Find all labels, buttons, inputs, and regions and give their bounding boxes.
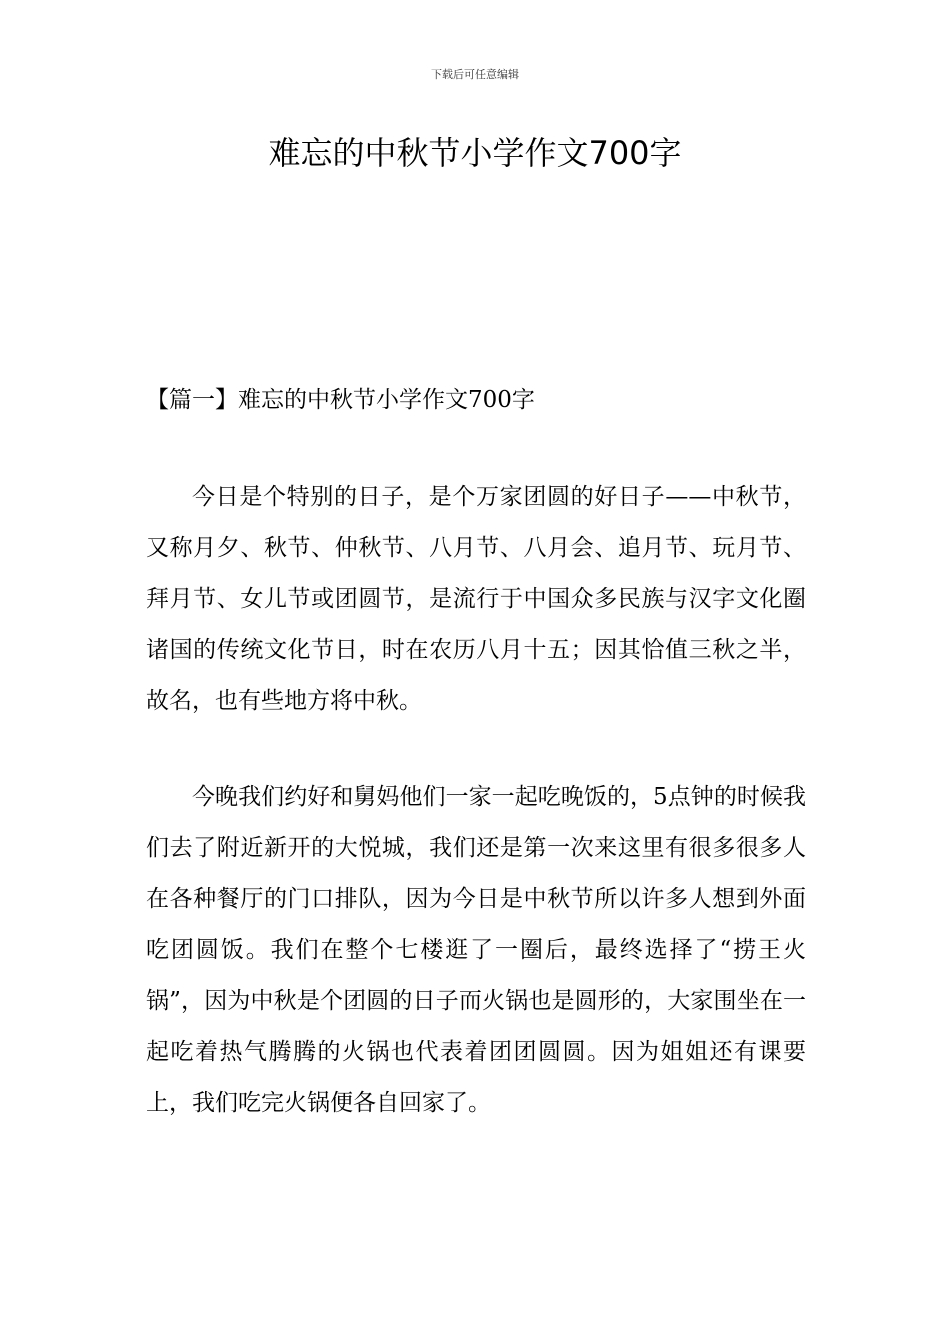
paragraph-2: 今晚我们约好和舅妈他们一家一起吃晚饭的，5点钟的时候我们去了附近新开的大悦城，我们还是第一次来这里有很多很多人在各种餐厅的门口排队，因为今日是中秋节所以许多人想到外面吃团圆饭。我们在整个七楼逛了一圈后，最终选择了“捞王火锅”，因为中秋是个团圆的日子而火锅也是圆形的，大家围坐在一起吃着热气腾腾的火锅也代表着团团圆圆。因为姐姐还有课要上，我们吃完火锅便各自回家了。 xyxy=(146,784,806,1116)
paragraph-1: 今日是个特别的日子，是个万家团圆的好日子——中秋节，又称月夕、秋节、仲秋节、八月节、八月会、追月节、玩月节、拜月节、女儿节或团圆节，是流行于中国众多民族与汉字文化圈诸国的传统文化节日，时在农历八月十五；因其恰值三秋之半，故名，也有些地方将中秋。 xyxy=(146,484,806,714)
document-title: 难忘的中秋节小学作文700字 xyxy=(268,134,682,172)
header-note: 下载后可任意编辑 xyxy=(431,68,519,81)
section-heading: 【篇一】难忘的中秋节小学作文700字 xyxy=(146,387,535,413)
